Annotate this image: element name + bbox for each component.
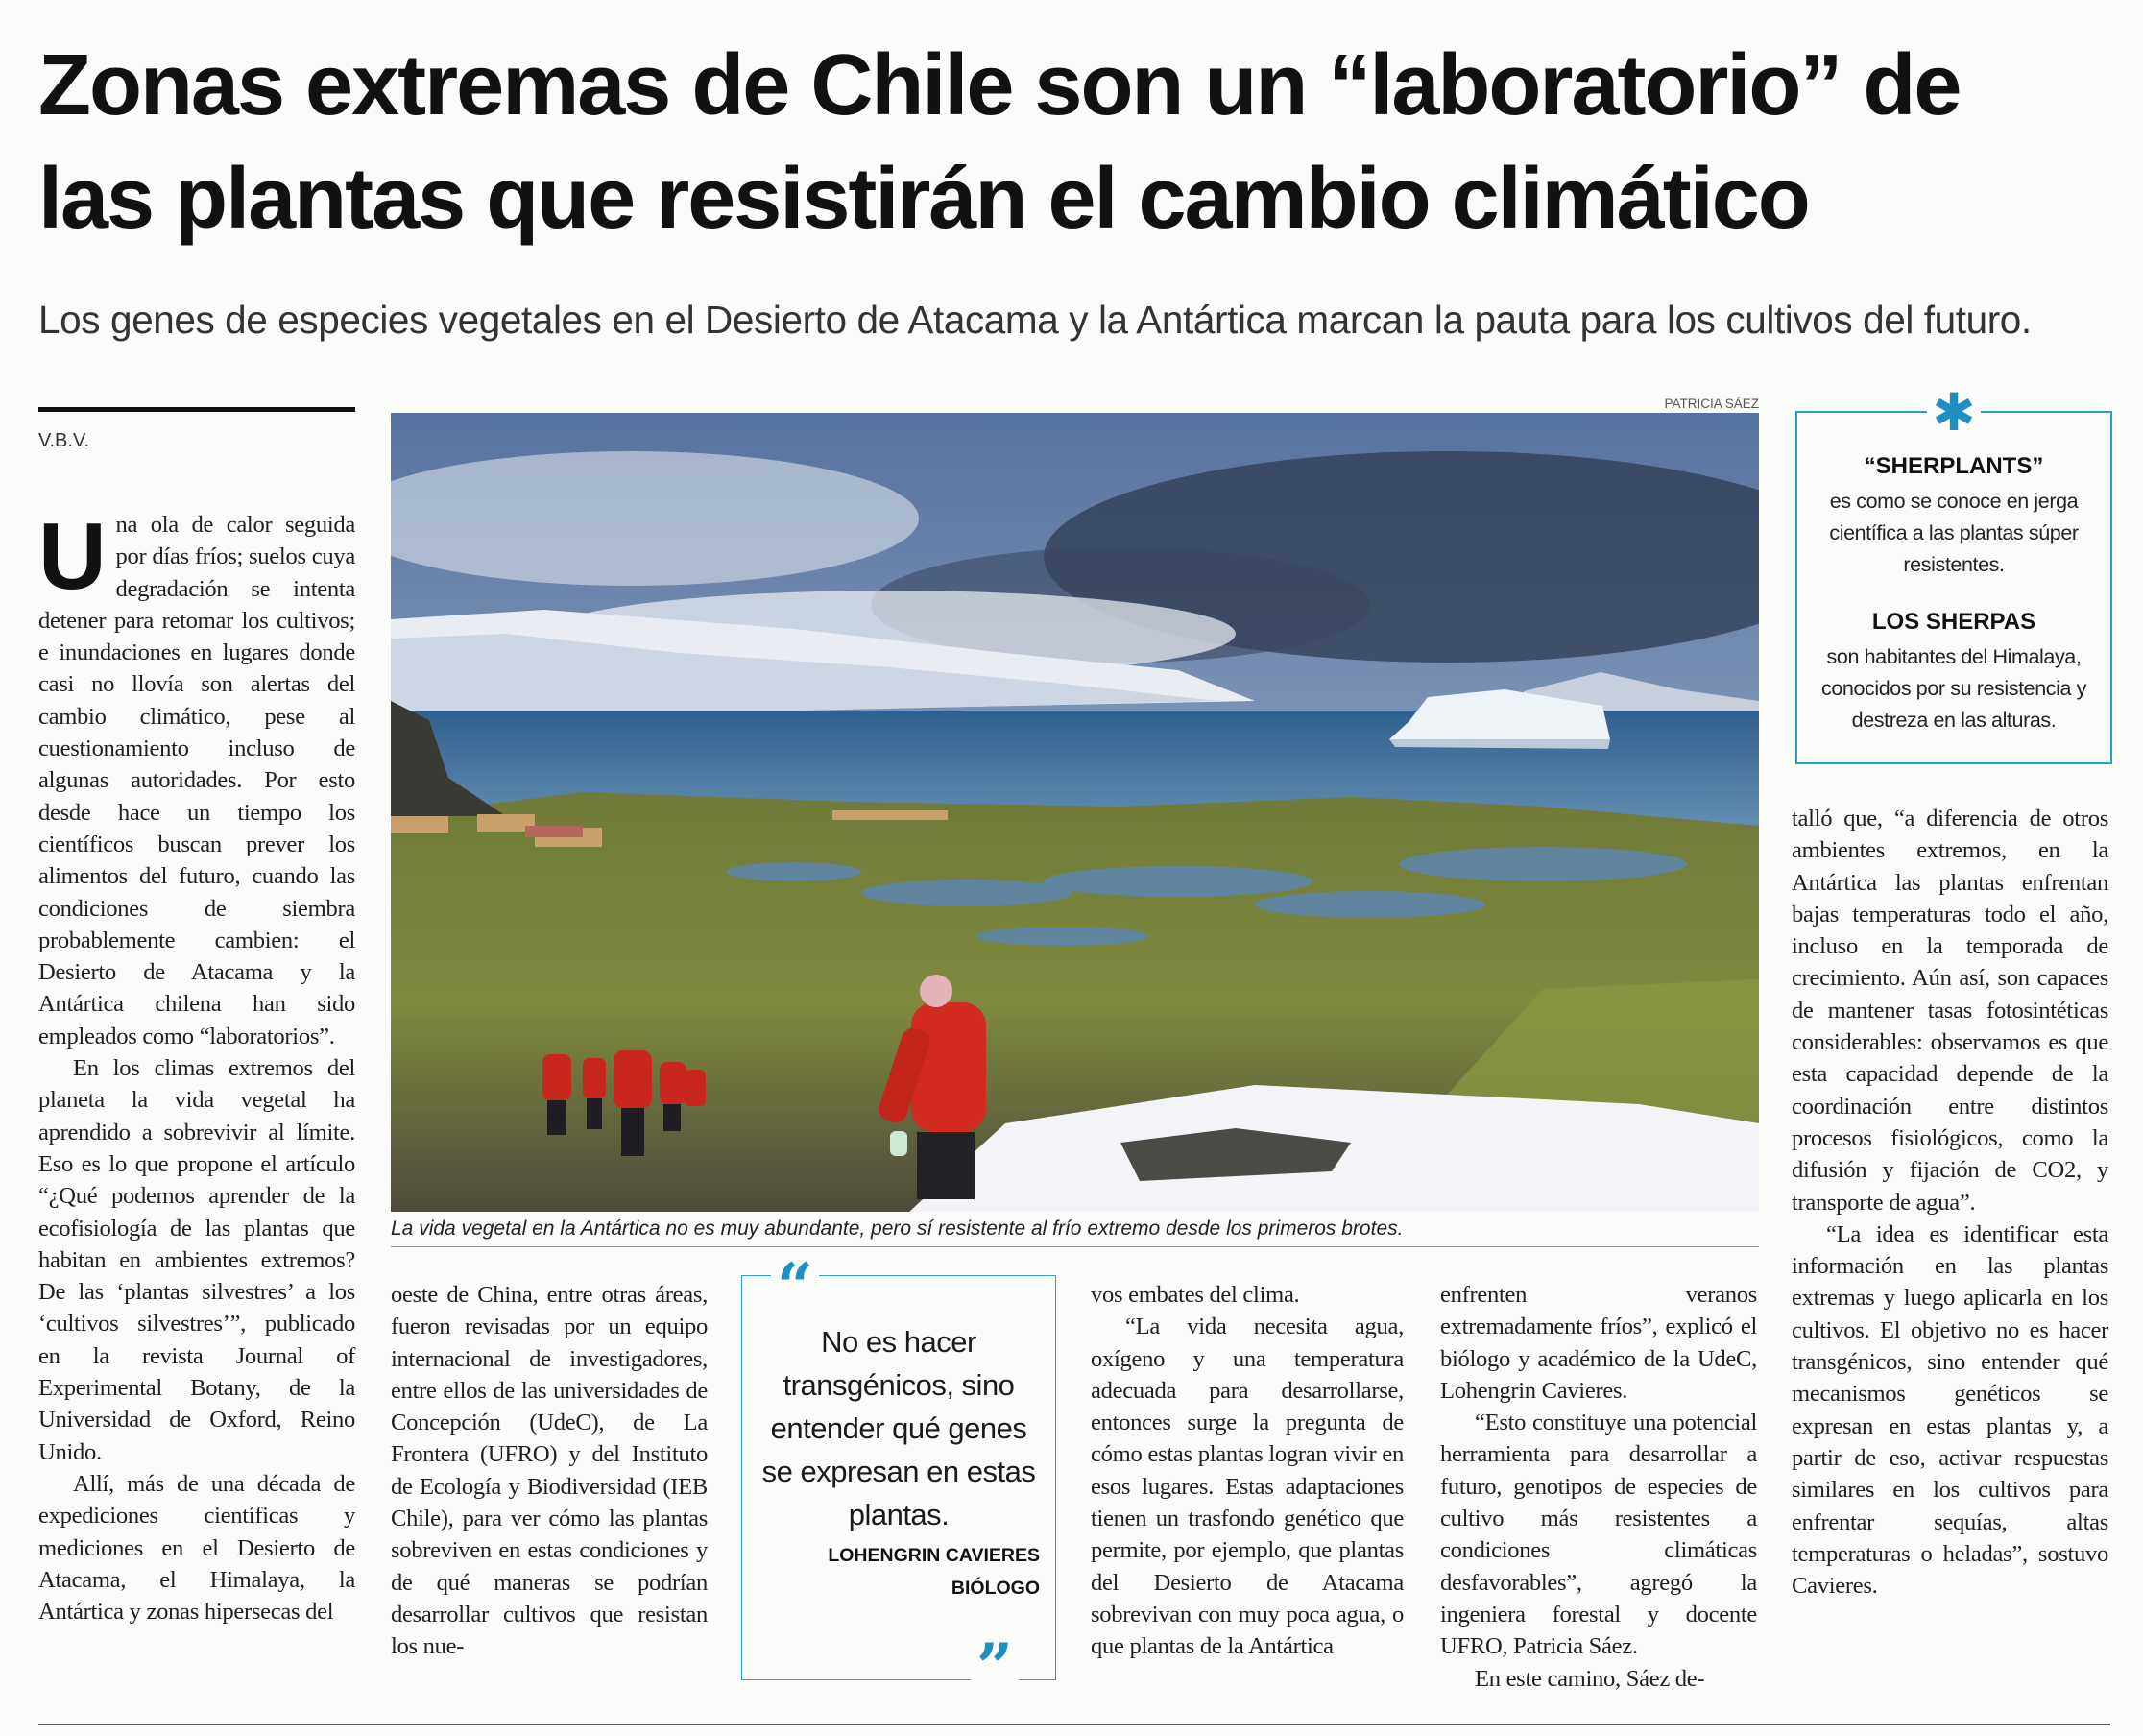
glossary-definition-1: es como se conoce en jerga científica a las plantas súper resistentes.	[1829, 490, 2079, 576]
glossary-term-2: LOS SHERPAS	[1871, 609, 2036, 635]
headline-line-2: las plantas que resistirán el cambio climático	[38, 151, 1809, 247]
column-3	[1091, 1279, 1404, 1663]
caption-rule	[391, 1246, 1759, 1247]
column-2	[391, 1279, 708, 1663]
glossary-definition-2: son habitantes del Himalaya, conocidos por su resistencia y destreza en las alturas.	[1820, 645, 2086, 732]
open-quote-icon: “	[771, 1263, 819, 1311]
pull-quote-text: No es hacer transgénicos, sino entender qué genes se expresan en estas plantas.	[761, 1325, 1036, 1531]
photo-credit: PATRICIA SÁEZ	[1664, 397, 1759, 411]
paragraph: na ola de calor seguida por días fríos; suelos cuya degradación se intenta detener para retomar los cultivos; e inundaciones en lugares donde casi no llovía son alertas del cambio climático, pese al cuestionamiento incluso de algunas autoridades. Por esto desde hace un tiempo los científicos buscan prever los alimentos del futuro, cuando las condiciones de siembra probablemente cambien: el Desierto de Atacama y la Antártica chilena han sido empleados como “laboratorios”.	[38, 512, 355, 1049]
drop-cap: U	[38, 503, 107, 609]
headline	[38, 29, 2112, 255]
byline: V.B.V.	[38, 430, 90, 451]
subhead: Los genes de especies vegetales en el Desierto de Atacama y la Antártica marcan la pauta para los cultivos del futuro.	[38, 298, 2032, 342]
paragraph: En este camino, Sáez de-	[1475, 1665, 1705, 1692]
paragraph: “La idea es identificar esta información en las plantas extremas y luego aplicarla en los cultivos. El objetivo no es hacer transgénicos, sino entender qué mecanismos genéticos se expresan en estas plantas y, a partir de eso, activar respuestas similares en los cultivos para enfrentar sequías, altas temperaturas o heladas”, sostuvo Cavieres.	[1792, 1220, 2108, 1600]
paragraph: vos embates del clima.	[1091, 1282, 1300, 1308]
paragraph: En los climas extremos del planeta la vida vegetal ha aprendido a sobrevivir al límite. Eso es lo que propone el artículo “¿Qué podemos aprender de la ecofisiología de las plantas que habitan en ambientes extremos? De las ‘plantas silvestres’ a los ‘cultivos silvestres’”, publicado en la revista Journal of Experimental Botany, de la Universidad de Oxford, Reino Unido.	[38, 1055, 355, 1465]
photo-caption: La vida vegetal en la Antártica no es muy abundante, pero sí resistente al frío extremo desde los primeros brotes.	[391, 1218, 1404, 1240]
column-1	[38, 503, 355, 1628]
glossary-term-1: “SHERPLANTS”	[1864, 453, 2044, 479]
paragraph: Allí, más de una década de expediciones científicas y mediciones en el Desierto de Atacama, el Himalaya, la Antártica y zonas hipersecas del	[38, 1470, 355, 1626]
column-4	[1440, 1279, 1757, 1695]
asterisk-icon: ✱	[1927, 388, 1981, 438]
paragraph: enfrenten veranos extremadamente fríos”, explicó el biólogo y académico de la UdeC, Lohengrin Cavieres.	[1440, 1282, 1757, 1404]
paragraph: “La vida necesita agua, oxígeno y una temperatura adecuada para desarrollarse, entonces surge la pregunta de cómo estas plantas logran vivir en esos lugares. Estas adaptaciones tienen un trasfondo genético que permite, por ejemplo, que plantas del Desierto de Atacama sobrevivan con muy poca agua, o que plantas de la Antártica	[1091, 1314, 1404, 1660]
pull-quote-author-role: BIÓLOGO	[951, 1578, 1040, 1599]
paragraph: talló que, “a diferencia de otros ambientes extremos, en la Antártica las plantas enfrentan bajas temperaturas todo el año, incluso en la temporada de crecimiento. Aún así, son capaces de mantener tasas fotosintéticas considerables: observamos es que esta capacidad depende de la coordinación entre distintos procesos fisiológicos, como la difusión y fijación de CO2, y transporte de agua”.	[1792, 806, 2108, 1216]
paragraph: “Esto constituye una potencial herramienta para desarrollar a futuro, genotipos de especies de cultivo más resistentes a condiciones climáticas desfavorables”, agregó la ingeniera forestal y docente UFRO, Patricia Sáez.	[1440, 1410, 1757, 1660]
paragraph: oeste de China, entre otras áreas, fueron revisadas por un equipo internacional de investigadores, entre ellos de las universidades de Concepción (UdeC), de La Frontera (UFRO) y del Instituto de Ecología y Biodiversidad (IEB Chile), para ver cómo las plantas sobreviven en estas condiciones y de qué maneras se podrían desarrollar cultivos que resistan los nue-	[391, 1282, 708, 1660]
landscape-illustration	[391, 413, 1759, 1212]
pull-quote-author: LOHENGRIN CAVIERES	[828, 1545, 1040, 1566]
close-quote-icon: ”	[971, 1643, 1019, 1691]
glossary-box	[1795, 382, 2112, 764]
pull-quote	[741, 1249, 1056, 1704]
headline-line-1: Zonas extremas de Chile son un “laboratorio” de	[38, 37, 1961, 133]
column-5	[1792, 803, 2108, 1602]
antarctica-photo	[391, 413, 1759, 1212]
byline-rule	[38, 407, 355, 412]
bottom-rule	[38, 1724, 2110, 1725]
